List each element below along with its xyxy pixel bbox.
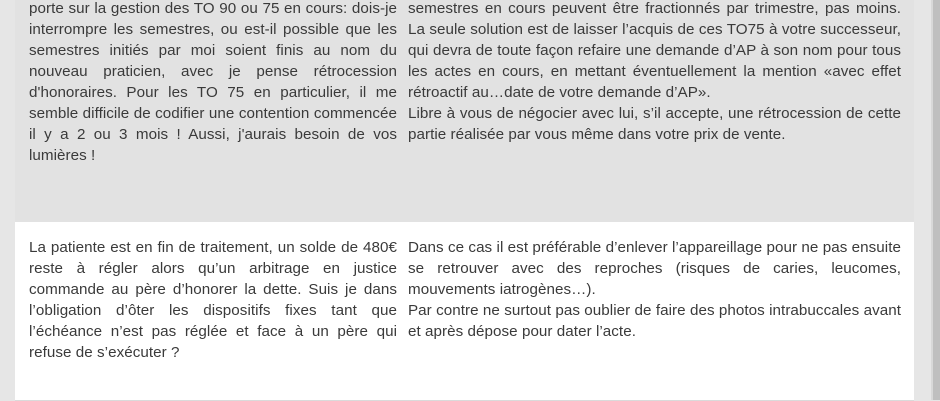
question-cell bbox=[29, 0, 397, 166]
answer-paragraph: Dans ce cas il est préférable d’enlever l’appareillage pour ne pas ensuite se retrouver avec des reproches (risques de caries, leucomes, mouvements iatrogènes…). bbox=[408, 239, 901, 298]
answer-paragraph: Par contre ne surtout pas oublier de faire des photos intrabuccales avant et après dépose pour dater l’acte. bbox=[408, 302, 901, 340]
question-text: La patiente est en fin de traitement, un solde de 480€ reste à régler alors qu’un arbitrage en justice commande au père d’honorer la dette. Suis je dans l’obligation d’ôter les dispositifs fixes tant que l’échéance n’est pas réglée et face à un père qui refuse de s’exécuter ? bbox=[29, 239, 397, 361]
answer-paragraph: semestres en cours peuvent être fractionnés par trimestre, pas moins. La seule solution est de laisser l’acquis de ces TO75 à votre successeur, qui devra de toute façon refaire une demande d’AP à son nom pour tous les actes en cours, en mettant éventuellement la mention «avec effet rétroactif au…date de votre demande d’AP». bbox=[408, 0, 901, 101]
page-edge-highlight bbox=[931, 0, 933, 400]
answer-paragraph: Libre à vous de négocier avec lui, s’il accepte, une rétrocession de cette partie réalisée par vous même dans votre prix de vente. bbox=[408, 105, 901, 143]
answer-cell bbox=[408, 237, 901, 342]
question-cell bbox=[29, 237, 397, 363]
answer-cell bbox=[408, 0, 901, 145]
faq-row bbox=[15, 222, 914, 401]
question-text: porte sur la gestion des TO 90 ou 75 en cours: dois-je interrompre les semestres, ou est-il possible que les semestres initiés par moi soient finis au nom du nouveau praticien, avec je pense rétrocession d'honoraires. Pour les TO 75 en particulier, il me semble difficile de codifier une contention commencée il y a 2 ou 3 mois ! Aussi, j'aurais besoin de vos lumières ! bbox=[29, 0, 397, 164]
faq-row bbox=[15, 0, 914, 222]
